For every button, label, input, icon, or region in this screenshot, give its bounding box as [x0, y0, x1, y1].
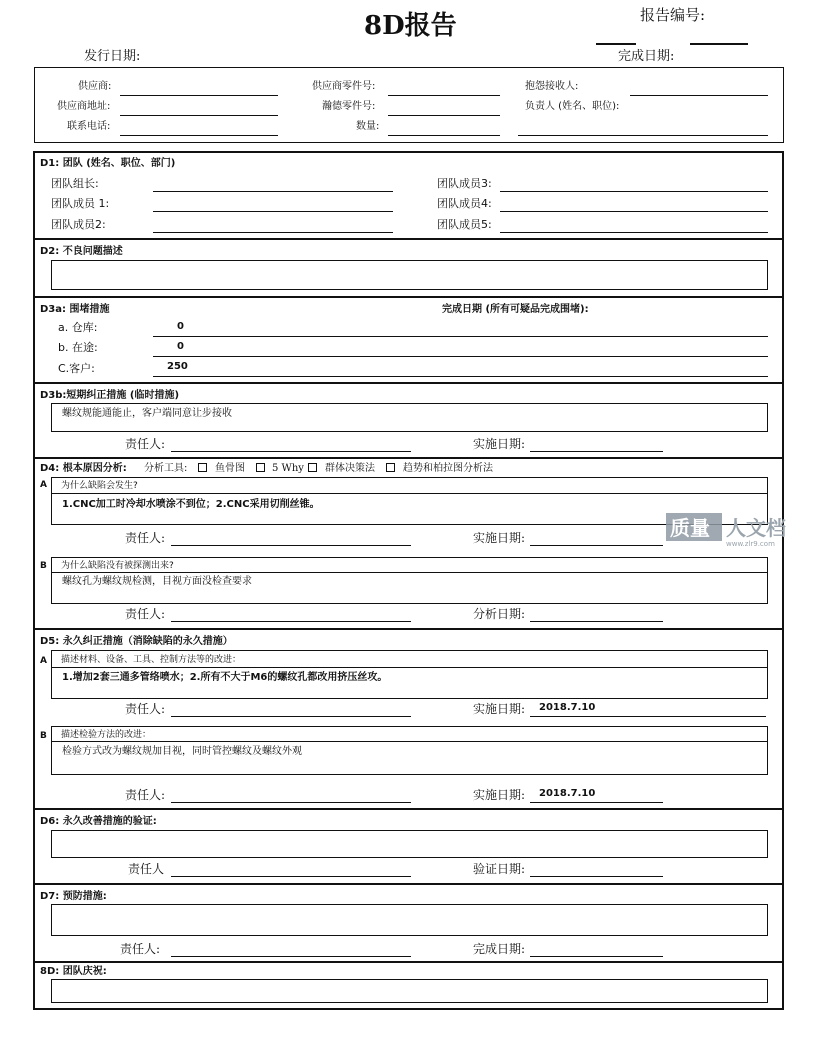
quantity-label: 数量:	[356, 121, 380, 132]
team-member2-label: 团队成员2:	[51, 218, 106, 231]
d5-a-owner-label: 责任人:	[125, 702, 166, 716]
tool-pareto-label: 趋势和柏拉图分析法	[403, 463, 493, 474]
team-member4-field[interactable]	[500, 211, 768, 212]
team-member3-label: 团队成员3:	[437, 177, 492, 190]
d7-owner-field[interactable]	[171, 956, 411, 957]
team-member4-label: 团队成员4:	[437, 197, 492, 210]
customer-field	[153, 376, 768, 377]
d5-a-date-value[interactable]: 2018.7.10	[539, 702, 596, 713]
hande-part-label: 瀚德零件号:	[322, 101, 376, 112]
d6-content-box[interactable]	[51, 830, 768, 858]
d5-a-date-label: 实施日期:	[473, 702, 526, 716]
complaint-receiver-label: 抱怨接收人:	[525, 81, 579, 92]
section-divider	[33, 457, 784, 459]
d3b-owner-label: 责任人:	[125, 437, 166, 451]
supplier-label: 供应商:	[78, 81, 112, 92]
d4-b-owner-label: 责任人:	[125, 607, 166, 621]
complaint-receiver-field[interactable]	[630, 95, 768, 96]
d7-content-box[interactable]	[51, 904, 768, 936]
issue-date-label: 发行日期:	[84, 49, 141, 64]
report-number-field[interactable]	[596, 43, 636, 45]
page-title: 8D报告	[364, 11, 457, 41]
d4-a-answer: 1.CNC加工时冷却水喷涂不到位；2.CNC采用切削丝锥。	[62, 499, 320, 510]
d4-a-date-label: 实施日期:	[473, 531, 526, 545]
tool-group-decision-checkbox[interactable]	[308, 463, 317, 472]
transit-value[interactable]: 0	[177, 341, 184, 352]
d3a-done-label: 完成日期 (所有可疑品完成围堵):	[442, 304, 589, 315]
d7-title: D7: 预防措施:	[40, 891, 107, 902]
section-divider	[33, 961, 784, 963]
transit-field	[153, 356, 768, 357]
section-divider	[33, 382, 784, 384]
customer-label: C.客户:	[58, 362, 95, 375]
d4-a-owner-field[interactable]	[171, 545, 411, 546]
d7-date-label: 完成日期:	[473, 942, 526, 956]
d2-title: D2: 不良问题描述	[40, 246, 123, 257]
team-member1-field[interactable]	[153, 211, 393, 212]
d4-b-date-label: 分析日期:	[473, 607, 526, 621]
tool-5why-label: 5 Why	[272, 463, 304, 474]
d4-b-answer: 螺纹孔为螺纹规检测，目视方面没检查要求	[62, 576, 252, 587]
customer-value[interactable]: 250	[167, 361, 188, 372]
d5-b-question: 描述检验方法的改进：	[61, 730, 152, 740]
complete-date-label: 完成日期:	[618, 49, 675, 64]
d4-b-marker: B	[40, 561, 47, 571]
svg-text:质量: 质量	[670, 516, 710, 540]
d5-b-owner-field[interactable]	[171, 802, 411, 803]
transit-label: b. 在途:	[58, 341, 98, 354]
d4-a-question-box	[51, 477, 768, 494]
d3b-title: D3b:短期纠正措施 (临时措施)	[40, 390, 180, 401]
tool-5why-checkbox[interactable]	[256, 463, 265, 472]
team-member3-field[interactable]	[500, 191, 768, 192]
d5-a-marker: A	[40, 656, 47, 666]
d5-b-answer: 检验方式改为螺纹规加目视，同时管控螺纹及螺纹外观	[62, 746, 302, 757]
d5-b-date-field	[530, 802, 663, 803]
d4-a-date-field[interactable]	[530, 545, 663, 546]
team-member5-label: 团队成员5:	[437, 218, 492, 231]
d5-a-answer: 1.增加2套三通多管络喷水；2.所有不大于M6的螺纹孔都改用挤压丝攻。	[62, 672, 388, 683]
d3b-date-field[interactable]	[530, 451, 663, 452]
hande-part-field[interactable]	[388, 115, 500, 116]
d4-b-question: 为什么缺陷没有被探测出来?	[61, 561, 174, 571]
tool-fishbone-checkbox[interactable]	[198, 463, 207, 472]
phone-field[interactable]	[120, 135, 278, 136]
supplier-address-label: 供应商地址:	[57, 101, 111, 112]
svg-text:人文档: 人文档	[726, 516, 786, 540]
d5-a-date-field	[530, 716, 766, 717]
tool-pareto-checkbox[interactable]	[386, 463, 395, 472]
d2-description-box[interactable]	[51, 260, 768, 290]
d5-b-marker: B	[40, 731, 47, 741]
supplier-part-label: 供应商零件号:	[312, 81, 376, 92]
report-number-field-2[interactable]	[690, 43, 748, 45]
d6-date-label: 验证日期:	[473, 862, 526, 876]
d8-content-box[interactable]	[51, 979, 768, 1003]
d4-title: D4: 根本原因分析:	[40, 463, 127, 474]
d7-date-field[interactable]	[530, 956, 663, 957]
d4-a-owner-label: 责任人:	[125, 531, 166, 545]
section-divider	[33, 296, 784, 298]
team-leader-field[interactable]	[153, 191, 393, 192]
d5-b-owner-label: 责任人:	[125, 788, 166, 802]
supplier-part-field[interactable]	[388, 95, 500, 96]
team-member1-label: 团队成员 1:	[51, 197, 110, 210]
owner-field[interactable]	[518, 135, 768, 136]
d3b-content: 螺纹规能通能止，客户端同意让步接收	[62, 408, 232, 419]
supplier-info-box	[34, 67, 784, 143]
owner-label: 负责人 (姓名、职位):	[525, 101, 620, 112]
team-leader-label: 团队组长:	[51, 177, 99, 190]
d8-title: 8D: 团队庆祝:	[40, 966, 107, 977]
report-number-label: 报告编号:	[640, 6, 706, 24]
warehouse-value[interactable]: 0	[177, 321, 184, 332]
d5-b-question-box	[51, 726, 768, 742]
section-divider	[33, 808, 784, 810]
d4-b-date-field[interactable]	[530, 621, 663, 622]
warehouse-label: a. 仓库:	[58, 321, 98, 334]
d5-a-owner-field[interactable]	[171, 716, 411, 717]
section-divider	[33, 883, 784, 885]
d6-owner-label: 责任人	[128, 862, 165, 876]
d1-title: D1: 团队 (姓名、职位、部门)	[40, 158, 176, 169]
d4-b-owner-field[interactable]	[171, 621, 411, 622]
d5-a-question: 描述材料、设备、工具、控制方法等的改进：	[61, 655, 242, 665]
d4-a-marker: A	[40, 480, 47, 490]
d5-b-date-label: 实施日期:	[473, 788, 526, 802]
d3a-title: D3a: 围堵措施	[40, 304, 110, 315]
quantity-field[interactable]	[388, 135, 500, 136]
tool-group-decision-label: 群体决策法	[325, 463, 375, 474]
team-member2-field[interactable]	[153, 232, 393, 233]
d3b-date-label: 实施日期:	[473, 437, 526, 451]
section-divider	[33, 628, 784, 630]
d5-b-date-value[interactable]: 2018.7.10	[539, 788, 596, 799]
d5-title: D5: 永久纠正措施（消除缺陷的永久措施）	[40, 636, 233, 647]
d3b-owner-field[interactable]	[171, 451, 411, 452]
phone-label: 联系电话:	[67, 121, 111, 132]
tool-fishbone-label: 鱼骨图	[215, 463, 245, 474]
warehouse-field	[153, 336, 768, 337]
supplier-address-field[interactable]	[120, 115, 278, 116]
d6-title: D6: 永久改善措施的验证:	[40, 816, 157, 827]
d4-a-question: 为什么缺陷会发生?	[61, 481, 138, 491]
section-divider	[33, 238, 784, 240]
d4-tools-label: 分析工具:	[144, 463, 188, 474]
team-member5-field[interactable]	[500, 232, 768, 233]
d6-owner-field[interactable]	[171, 876, 411, 877]
supplier-field[interactable]	[120, 95, 278, 96]
watermark-logo	[664, 510, 804, 548]
d7-owner-label: 责任人:	[120, 942, 161, 956]
watermark-url: www.zlr9.com	[726, 540, 775, 548]
d6-date-field[interactable]	[530, 876, 663, 877]
